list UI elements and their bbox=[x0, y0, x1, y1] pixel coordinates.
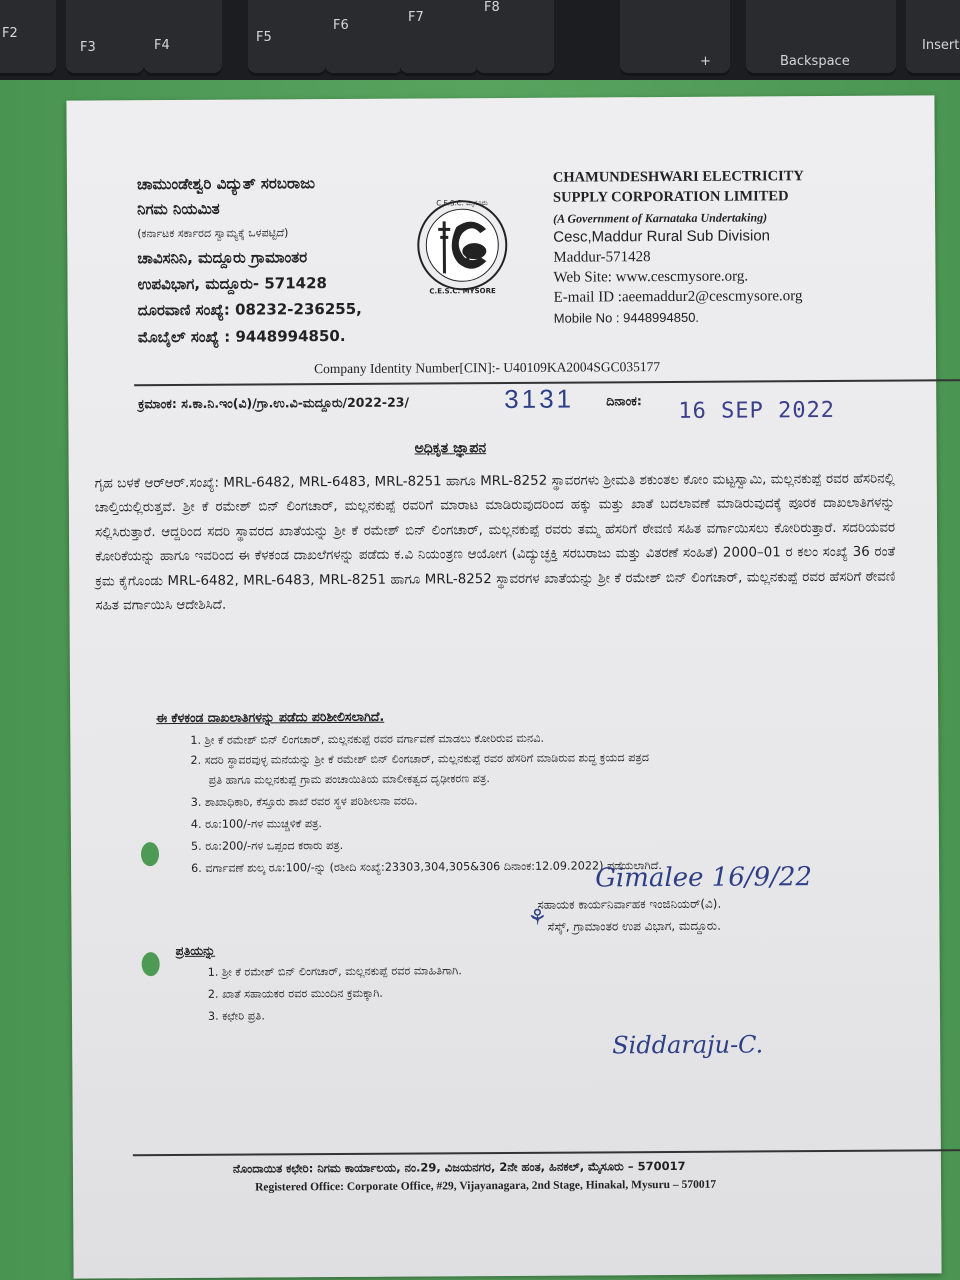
header-kn-phone: ದೂರವಾಣಿ ಸಂಖ್ಯೆ: 08232-236255, bbox=[137, 299, 362, 320]
header-mobile: Mobile No : 9448994850. bbox=[553, 309, 700, 326]
key-f5: F5 bbox=[248, 0, 326, 76]
punch-hole-bottom bbox=[142, 952, 160, 976]
enclosure-item: 2. ಸದರಿ ಸ್ಥಾವರವುಳ್ಳ ಮನೆಯನ್ನು ಶ್ರೀ ಕೆ ರಮೇಶ್ ಬಿನ್ ಲಿಂಗಚಾರ್, ಮಲ್ಲನಕುಪ್ಪೆ ರವರ ಹೆಸರಿಗೆ ಮಾಡಿರುವ ಶುದ್ಧ ಕ್ರಯದ ಪತ್ರದ bbox=[190, 751, 650, 767]
key-f4: F4 bbox=[144, 0, 222, 76]
reference-number: ಕ್ರಮಾಂಕ: ಸ.ಕಾ.ನಿ.ಇಂ(ವಿ)/ಗ್ರಾ.ಉ.ವಿ-ಮದ್ದೂರು/2022-23/ bbox=[138, 394, 410, 412]
punch-hole-top bbox=[141, 842, 159, 866]
handwritten-note: Siddaraju-C. bbox=[612, 1030, 764, 1060]
copy-item: 3. ಕಛೇರಿ ಪ್ರತಿ. bbox=[207, 1009, 265, 1023]
key-backspace: Backspace bbox=[746, 0, 896, 76]
key-plus: + bbox=[620, 0, 730, 76]
header-en-line-3: (A Government of Karnataka Undertaking) bbox=[553, 210, 768, 226]
signatory-designation: ಸಹಾಯಕ ಕಾರ್ಯನಿರ್ವಾಹಕ ಇಂಜಿನಿಯರ್(ವಿ). bbox=[537, 896, 722, 912]
footer-rule bbox=[133, 1149, 960, 1156]
logo-caption: C.E.S.C. MYSORE bbox=[429, 287, 496, 296]
copy-item: 1. ಶ್ರೀ ಕೆ ರಮೇಶ್ ಬಿನ್ ಲಿಂಗಚಾರ್, ಮಲ್ಲನಕುಪ್ಪೆ ರವರ ಮಾಹಿತಿಗಾಗಿ. bbox=[207, 964, 462, 979]
date-stamp: 16 SEP 2022 bbox=[678, 397, 836, 424]
enclosure-item: 1. ಶ್ರೀ ಕೆ ರಮೇಶ್ ಬಿನ್ ಲಿಂಗಚಾರ್, ಮಲ್ಲನಕುಪ್ಪೆ ರವರ ವರ್ಗಾವಣೆ ಮಾಡಲು ಕೋರಿರುವ ಮನವಿ. bbox=[190, 731, 545, 747]
header-kn-mobile: ಮೊಬೈಲ್ ಸಂಖ್ಯೆ : 9448994850. bbox=[137, 326, 346, 347]
initial-mark: ⚘ bbox=[527, 905, 548, 931]
footer-en: Registered Office: Corporate Office, #29, Vijayanagara, 2nd Stage, Hinakal, Mysuru – 570017 bbox=[255, 1178, 717, 1194]
cin-number: Company Identity Number[CIN]:- U40109KA2004SGC035177 bbox=[314, 359, 661, 377]
header-email: E-mail ID :aeemaddur2@cescmysore.org bbox=[553, 288, 803, 306]
enclosure-item: ಪ್ರತಿ ಹಾಗೂ ಮಲ್ಲನಕುಪ್ಪೆ ಗ್ರಾಮ ಪಂಚಾಯಿತಿಯ ಮಾಲೀಕತ್ವದ ದೃಢೀಕರಣ ಪತ್ರ. bbox=[208, 772, 490, 787]
keyboard bbox=[0, 0, 960, 92]
copies-heading: ಪ್ರತಿಯನ್ನು bbox=[175, 943, 216, 959]
header-website: Web Site: www.cescmysore.org. bbox=[553, 268, 749, 286]
key-f2: F2 bbox=[0, 0, 56, 76]
header-en-line-1: CHAMUNDESHWARI ELECTRICITY bbox=[552, 168, 804, 186]
key-f6: F6 bbox=[325, 0, 403, 76]
enclosure-item: 6. ವರ್ಗಾವಣೆ ಶುಲ್ಕ ರೂ:100/-ನ್ನು (ರಶೀದಿ ಸಂಖ್ಯೆ:23303,304,305&306 ದಿನಾಂಕ:12.09.2022) ಪಡೆಯಲಾಗಿದೆ. bbox=[191, 859, 662, 875]
official-memo-paper bbox=[66, 95, 941, 1278]
header-kn-line-3: (ಕರ್ನಾಟಕ ಸರ್ಕಾರದ ಸ್ವಾಮ್ಯಕ್ಕೆ ಒಳಪಟ್ಟಿದೆ) bbox=[137, 226, 289, 241]
cesc-logo bbox=[410, 193, 515, 298]
footer-kn: ನೊಂದಾಯಿತ ಕಛೇರಿ: ನಿಗಮ ಕಾರ್ಯಾಲಯ, ನಂ.29, ವಿಜಯನಗರ, 2ನೇ ಹಂತ, ಹಿನಕಲ್, ಮೈಸೂರು – 570017 bbox=[232, 1158, 686, 1176]
header-kn-line-5: ಉಪವಿಭಾಗ, ಮದ್ದೂರು- 571428 bbox=[137, 274, 328, 294]
key-f7: F7 bbox=[400, 0, 478, 76]
header-kn-line-1: ಚಾಮುಂಡೇಶ್ವರಿ ವಿದ್ಯುತ್ ಸರಬರಾಜು bbox=[136, 174, 316, 194]
enclosures-heading: ಈ ಕೆಳಕಂಡ ದಾಖಲಾತಿಗಳನ್ನು ಪಡೆದು ಪರಿಶೀಲಿಸಲಾಗಿದೆ. bbox=[156, 708, 385, 726]
key-f8: F8 bbox=[476, 0, 554, 76]
key-f3: F3 bbox=[66, 0, 144, 76]
key-insert: Insert bbox=[906, 0, 960, 76]
memo-body: ಗೃಹ ಬಳಕೆ ಆರ್‌ಆರ್.ಸಂಖ್ಯೆ: MRL-6482, MRL-6483, MRL-8251 ಹಾಗೂ MRL-8252 ಸ್ಥಾವರಗಳು ಶ್ರೀಮತಿ ಶಕುಂತಲ ಕೋಂ ಮಟ್ಟಸ್ವಾಮಿ, ಮಲ್ಲನಕುಪ್ಪೆ ರವರ ಹೆಸರಿನಲ್ಲಿ ಚಾಲ್ತಿಯಲ್ಲಿರುತ್ತವೆ. ಶ್ರೀ ಕೆ ರಮೇಶ್ ಬಿನ್ ಲಿಂಗಚಾರ್, ಮಲ್ಲನಕುಪ್ಪೆ ರವರಿಗೆ ಮಾರಾಟ ಮಾಡಿರುವುದರಿಂದ ಹಕ್ಕು ಮತ್ತು ಖಾತೆ ಬದಲಾವಣೆ ಮಾಡಿರುವುದಕ್ಕೆ ಪೂರಕ ದಾಖಲಾತಿಗಳನ್ನು ಸಲ್ಲಿಸಿರುತ್ತಾರೆ. ಆದ್ದರಿಂದ ಸದರಿ ಸ್ಥಾವರದ ಖಾತೆಯನ್ನು ಶ್ರೀ ಕೆ ರಮೇಶ್ ಬಿನ್ ಲಿಂಗಚಾರ್, ಮಲ್ಲನಕುಪ್ಪೆ ರವರು ತಮ್ಮ ಹೆಸರಿಗೆ ಠೇವಣಿ ಸಹಿತ ವರ್ಗಾಯಿಸಲು ಕೋರಿರುತ್ತಾರೆ. ಸದರಿಯವರ ಕೋರಿಕೆಯನ್ನು ಹಾಗೂ ಇವರಿಂದ ಈ ಕೆಳಕಂಡ ದಾಖಲೆಗಳನ್ನು ಪಡೆದು ಕ.ವಿ ನಿಯಂತ್ರಣ ಆಯೋಗ (ವಿದ್ಯುಚ್ಛಕ್ತಿ ಸರಬರಾಜು ಮತ್ತು ವಿತರಣೆ ಸಂಹಿತೆ) 2000–01 ರ ಕಲಂ ಸಂಖ್ಯೆ 36 ರಂತೆ ಕ್ರಮ ಕೈಗೊಂಡು MRL-6482, MRL-6483, MRL-8251 ಹಾಗೂ MRL-8252 ಸ್ಥಾವರಗಳ ಖಾತೆಯನ್ನು ಶ್ರೀ ಕೆ ರಮೇಶ್ ಬಿನ್ ಲಿಂಗಚಾರ್, ಮಲ್ಲನಕುಪ್ಪೆ ರವರ ಹೆಸರಿಗೆ ಠೇವಣಿ ಸಹಿತ ವರ್ಗಾಯಿಸಿ ಆದೇಶಿಸಿದೆ. bbox=[94, 471, 896, 614]
signatory-office: ಸೆಸ್ಕ್, ಗ್ರಾಮಾಂತರ ಉಪ ವಿಭಾಗ, ಮದ್ದೂರು. bbox=[547, 918, 721, 934]
svg-text:C.E.S.C. ಮೈಸೂರು: C.E.S.C. ಮೈಸೂರು bbox=[436, 199, 488, 208]
signature: Gimalee 16/9/22 bbox=[595, 862, 813, 894]
header-en-line-2: SUPPLY CORPORATION LIMITED bbox=[552, 188, 789, 206]
header-en-line-4: Cesc,Maddur Rural Sub Division bbox=[553, 227, 771, 246]
memo-title: ಅಧಿಕೃತ ಜ್ಞಾಪನ bbox=[414, 440, 487, 457]
enclosure-item: 5. ರೂ:200/-ಗಳ ಒಪ್ಪಂದ ಕರಾರು ಪತ್ರ. bbox=[190, 838, 344, 853]
enclosure-item: 4. ರೂ:100/-ಗಳ ಮುಚ್ಚಳಿಕೆ ಪತ್ರ. bbox=[190, 817, 322, 831]
enclosure-item: 3. ಶಾಖಾಧಿಕಾರಿ, ಕೆಸ್ತೂರು ಶಾಖೆ ರವರ ಸ್ಥಳ ಪರಿಶೀಲನಾ ವರದಿ. bbox=[190, 794, 418, 809]
handwritten-ref-no: 3131 bbox=[504, 383, 575, 414]
header-kn-line-2: ನಿಗಮ ನಿಯಮಿತ bbox=[137, 199, 220, 219]
header-en-line-5: Maddur-571428 bbox=[553, 249, 651, 266]
copy-item: 2. ಖಾತೆ ಸಹಾಯಕರ ರವರ ಮುಂದಿನ ಕ್ರಮಕ್ಕಾಗಿ. bbox=[207, 986, 383, 1001]
date-label: ದಿನಾಂಕ: bbox=[606, 393, 642, 409]
header-kn-line-4: ಚಾವಿಸನಿನಿ, ಮದ್ದೂರು ಗ್ರಾಮಾಂತರ bbox=[137, 248, 308, 268]
